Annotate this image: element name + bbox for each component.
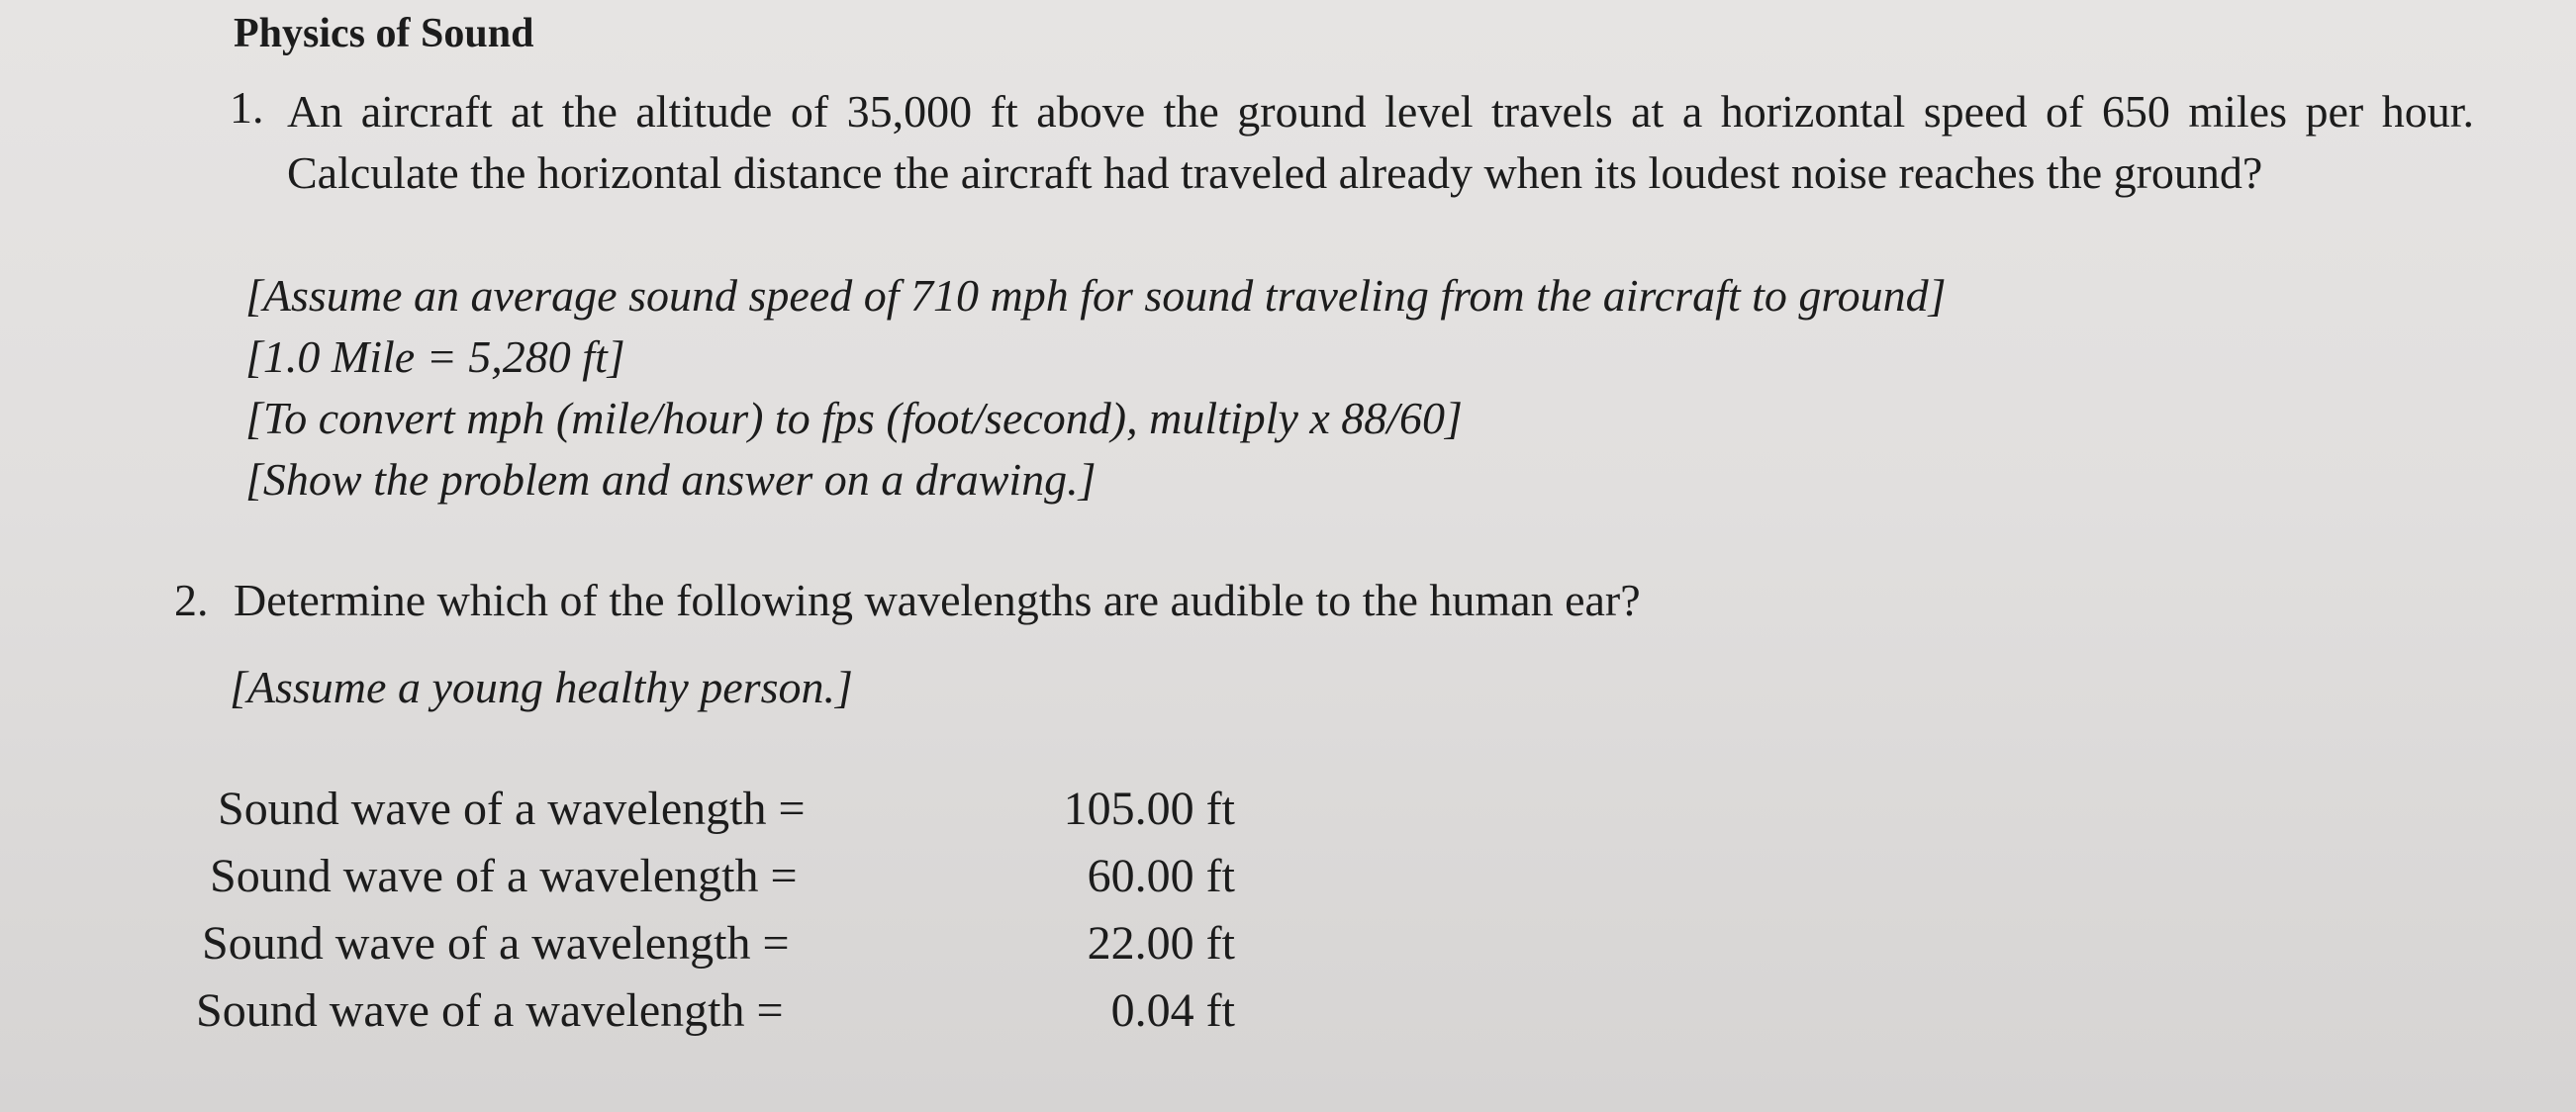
wavelength-value: 22.00 ft [1087,917,1235,970]
question-2-note: [Assume a young healthy person.] [230,662,853,712]
wavelength-label: Sound wave of a wavelength = [196,984,784,1037]
wavelength-row [196,983,1285,1051]
note-mph-to-fps: [To convert mph (mile/hour) to fps (foot/second), multiply x 88/60] [245,393,1463,443]
wavelength-row [196,916,1285,983]
wavelength-label: Sound wave of a wavelength = [202,917,790,970]
wavelength-label: Sound wave of a wavelength = [210,850,798,902]
question-2-number: 2. [174,575,209,625]
wavelength-value: 105.00 ft [1063,783,1235,835]
note-mile-conversion: [1.0 Mile = 5,280 ft] [245,331,625,382]
question-1 [230,81,2486,204]
page-title: Physics of Sound [234,11,534,56]
question-2-text: Determine which of the following wavelengths are audible to the human ear? [234,575,1641,625]
question-1-number: 1. [230,82,264,133]
note-sound-speed: [Assume an average sound speed of 710 mph for sound traveling from the aircraft to ground] [245,270,1947,321]
wavelength-row [196,849,1285,916]
wavelength-value: 0.04 ft [1110,984,1235,1037]
question-1-notes [245,265,1947,510]
wavelength-row [196,782,1285,849]
wavelength-value: 60.00 ft [1087,850,1235,902]
wavelength-list [196,782,1285,1051]
question-2 [174,574,1641,626]
note-show-drawing: [Show the problem and answer on a drawing.] [245,454,1097,505]
wavelength-label: Sound wave of a wavelength = [218,783,806,835]
question-1-text: An aircraft at the altitude of 35,000 ft above the ground level travels at a horizontal speed of 650 miles per hour. Calculate the horizontal distance the aircraft had traveled already when its loudest noise reaches the ground? [287,86,2474,198]
